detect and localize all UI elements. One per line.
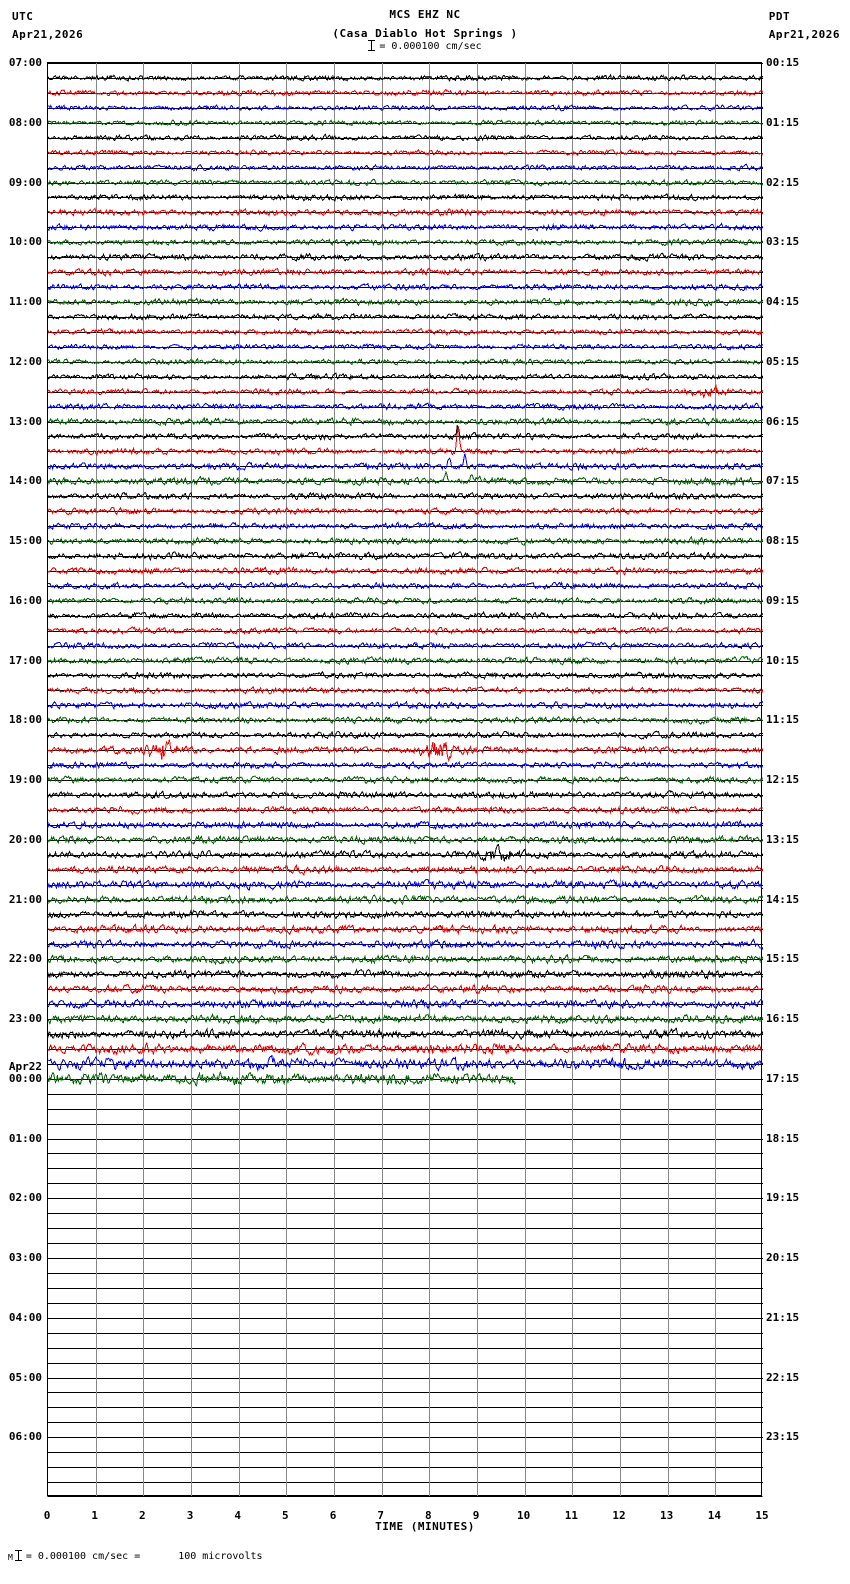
trace-row — [48, 567, 763, 575]
time-label-pdt-7: 07:15 — [766, 474, 800, 488]
header-right-timezone — [769, 10, 840, 41]
trace-row — [48, 776, 763, 784]
time-label-pdt-8: 08:15 — [766, 534, 800, 547]
header — [0, 0, 850, 58]
pdt-date: Apr21,2026 — [768, 28, 840, 41]
x-tick-label-1: 1 — [91, 1509, 98, 1522]
trace-row — [48, 373, 763, 380]
trace-row — [48, 612, 763, 619]
trace-row — [48, 492, 763, 499]
time-label-pdt-9: 09:15 — [766, 593, 800, 607]
trace-row — [48, 359, 763, 365]
time-label-pdt-11: 11:15 — [766, 713, 800, 727]
x-tick-label-5: 5 — [282, 1509, 289, 1522]
x-tick-label-10: 10 — [517, 1509, 531, 1522]
trace-row — [48, 1014, 763, 1024]
footer-ibeam-icon — [15, 1550, 22, 1561]
trace-row — [48, 120, 763, 125]
trace-row — [48, 426, 763, 440]
trace-row — [48, 598, 763, 605]
trace-row — [48, 845, 763, 862]
time-label-utc-20: 03:00 — [8, 1251, 42, 1264]
trace-row — [48, 403, 763, 410]
x-tick-label-9: 9 — [472, 1509, 480, 1522]
date-change-marker: Apr22 — [8, 1059, 42, 1073]
scale-ibeam-icon — [368, 40, 375, 51]
time-label-pdt-14: 14:15 — [766, 892, 800, 906]
station-code: MCS EHZ NC — [389, 8, 461, 21]
time-label-utc-10: 17:00 — [8, 653, 42, 667]
seismogram-plot-area — [47, 62, 762, 1496]
time-label-pdt-19: 19:15 — [766, 1191, 800, 1205]
footer-scale-value: 100 microvolts — [178, 1551, 263, 1562]
utc-date: Apr21,2026 — [12, 28, 84, 41]
trace-row — [48, 135, 763, 141]
trace-row — [48, 386, 763, 398]
time-label-pdt-20: 20:15 — [766, 1251, 800, 1264]
time-label-utc-21: 04:00 — [8, 1310, 42, 1324]
footer-scale-text: = 0.000100 cm/sec = — [25, 1551, 141, 1562]
x-tick-label-7: 7 — [377, 1509, 384, 1522]
time-label-pdt-4: 04:15 — [766, 295, 800, 308]
trace-row — [48, 552, 763, 560]
time-label-pdt-21: 21:15 — [766, 1310, 800, 1324]
trace-row — [48, 472, 763, 485]
trace-row — [48, 454, 763, 471]
time-label-utc-12: 19:00 — [8, 773, 42, 786]
time-label-pdt-2: 02:15 — [766, 175, 800, 189]
x-tick-label-2: 2 — [139, 1509, 146, 1522]
x-tick-label-6: 6 — [329, 1509, 337, 1522]
x-tick-label-15: 15 — [755, 1509, 769, 1522]
trace-row — [48, 1056, 763, 1071]
trace-row — [48, 105, 763, 111]
time-label-pdt-3: 03:15 — [766, 235, 800, 249]
trace-row — [48, 164, 763, 171]
trace-row — [48, 344, 763, 350]
x-axis-title: TIME (MINUTES) — [375, 1520, 475, 1533]
time-label-pdt-23: 23:15 — [766, 1430, 800, 1444]
scale-bar-text: = 0.000100 cm/sec — [379, 41, 482, 52]
time-label-utc-15: 22:00 — [8, 952, 42, 966]
trace-row — [48, 150, 763, 156]
time-label-utc-9: 16:00 — [8, 593, 42, 607]
trace-row — [48, 739, 763, 760]
station-name: (Casa Diablo Hot Springs ) — [332, 27, 518, 40]
trace-row — [48, 1028, 763, 1039]
time-label-utc-0: 07:00 — [8, 56, 42, 69]
time-label-utc-16: 23:00 — [8, 1012, 42, 1025]
time-label-utc-22: 05:00 — [8, 1370, 42, 1384]
trace-row — [48, 656, 763, 664]
time-label-pdt-10: 10:15 — [766, 653, 800, 667]
pdt-label: PDT — [768, 10, 791, 23]
trace-row — [48, 879, 763, 890]
x-tick-label-11: 11 — [564, 1509, 578, 1522]
time-label-utc-8: 15:00 — [8, 534, 42, 547]
trace-row — [48, 895, 763, 904]
time-label-pdt-13: 13:15 — [766, 832, 800, 846]
x-tick-label-14: 14 — [707, 1509, 721, 1522]
time-label-utc-11: 18:00 — [8, 713, 42, 727]
trace-row — [48, 90, 763, 96]
time-label-pdt-5: 05:15 — [766, 354, 800, 368]
trace-row — [48, 1043, 763, 1055]
trace-row — [48, 418, 763, 426]
trace-row — [48, 313, 763, 320]
trace-row — [48, 329, 763, 335]
time-label-utc-23: 06:00 — [8, 1430, 42, 1444]
time-label-utc-17: 00:00 — [8, 1071, 42, 1085]
header-scale-bar — [0, 40, 850, 52]
time-label-utc-14: 21:00 — [8, 892, 42, 906]
time-label-pdt-6: 06:15 — [766, 414, 800, 428]
time-label-utc-1: 08:00 — [8, 115, 42, 129]
trace-row — [48, 179, 763, 186]
time-label-utc-7: 14:00 — [8, 474, 42, 488]
time-label-pdt-17: 17:15 — [766, 1071, 800, 1085]
time-label-utc-2: 09:00 — [8, 175, 42, 189]
time-label-pdt-22: 22:15 — [766, 1370, 800, 1384]
x-tick-label-4: 4 — [234, 1509, 241, 1522]
trace-row — [48, 582, 763, 589]
time-label-utc-19: 02:00 — [8, 1191, 42, 1205]
time-label-pdt-12: 12:15 — [766, 773, 800, 786]
time-label-utc-3: 10:00 — [8, 235, 42, 249]
time-label-pdt-0: 00:15 — [766, 56, 800, 69]
trace-row — [48, 642, 763, 649]
time-label-pdt-15: 15:15 — [766, 952, 800, 966]
utc-label: UTC — [12, 10, 34, 23]
time-label-pdt-16: 16:15 — [766, 1012, 800, 1025]
time-label-utc-18: 01:00 — [8, 1131, 42, 1145]
time-label-utc-4: 11:00 — [8, 295, 42, 308]
trace-row — [48, 427, 763, 455]
time-label-utc-13: 20:00 — [8, 832, 42, 846]
trace-row — [48, 791, 763, 799]
x-tick-label-3: 3 — [186, 1509, 194, 1522]
time-label-utc-6: 13:00 — [8, 414, 42, 428]
footer-scale-note — [8, 1550, 263, 1562]
trace-row — [48, 627, 763, 634]
time-label-utc-5: 12:00 — [8, 354, 42, 368]
x-tick-label-13: 13 — [660, 1509, 674, 1522]
x-tick-label-0: 0 — [43, 1509, 51, 1522]
x-tick-label-12: 12 — [612, 1509, 626, 1522]
time-label-pdt-18: 18:15 — [766, 1131, 800, 1145]
x-tick-label-8: 8 — [425, 1509, 432, 1522]
footer-scale-prefix: M — [8, 1553, 13, 1562]
header-title-block — [0, 8, 850, 40]
time-label-pdt-1: 01:15 — [766, 115, 800, 129]
